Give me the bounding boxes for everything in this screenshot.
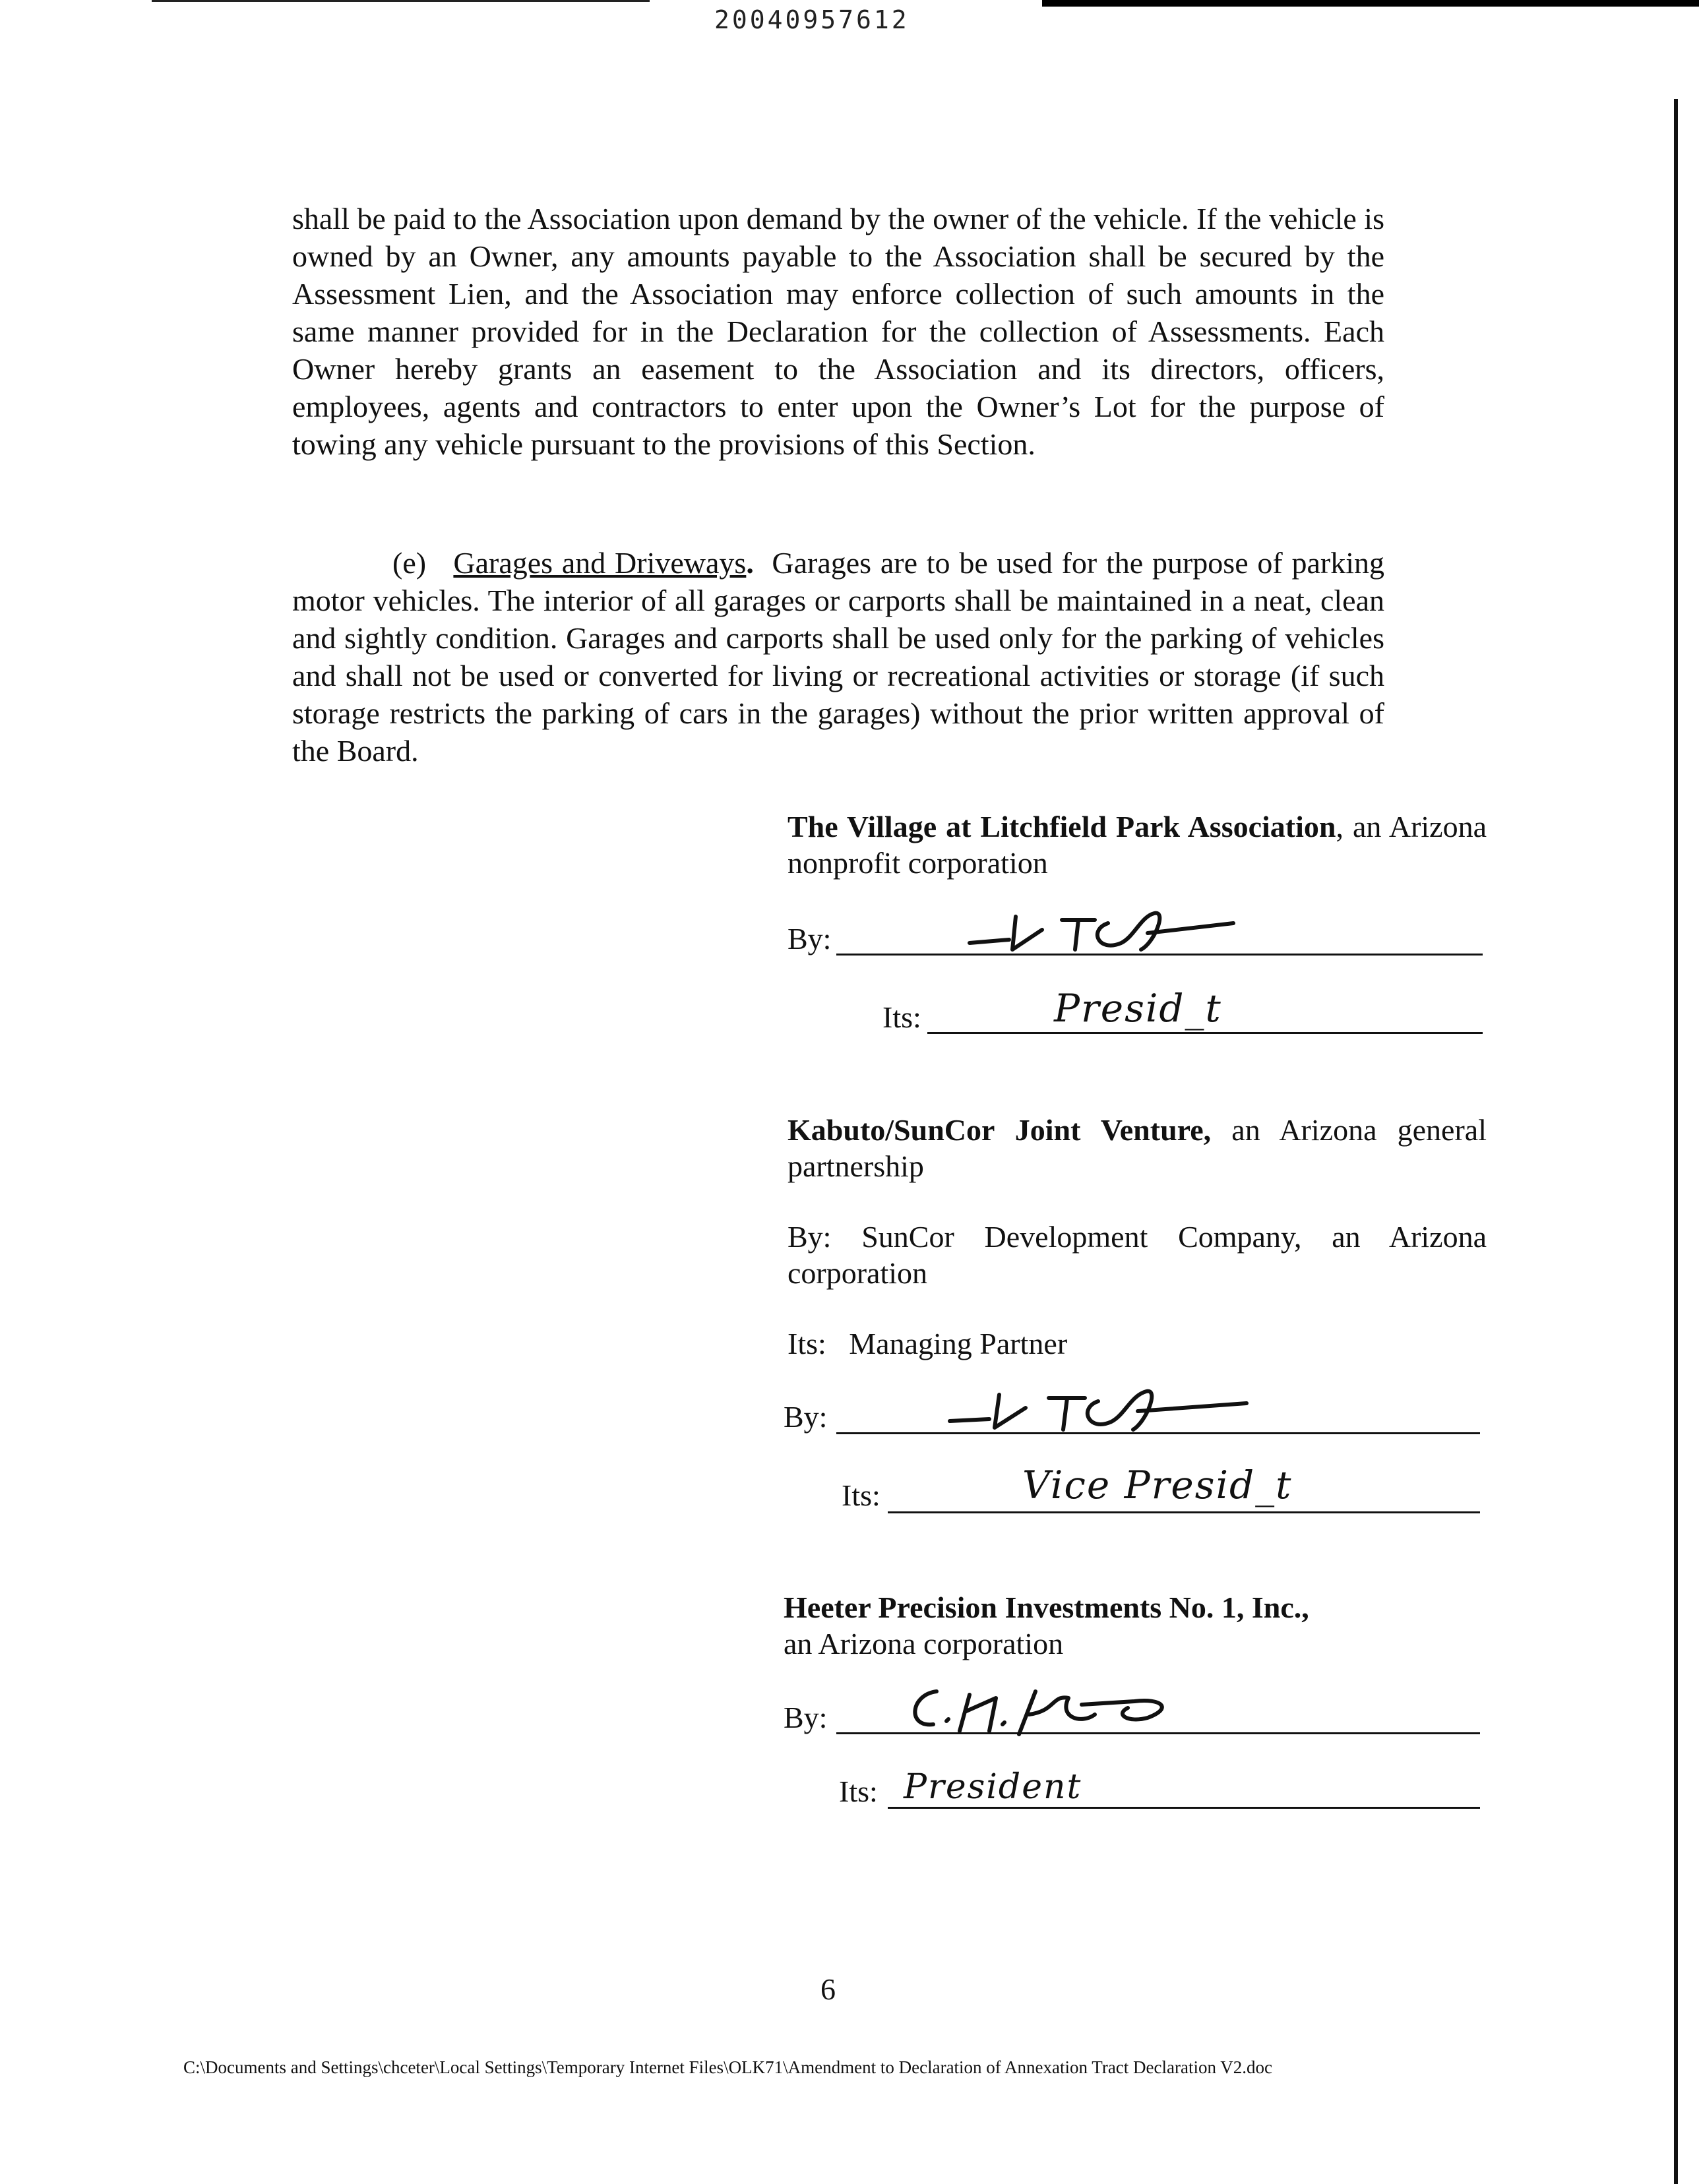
page-number: 6 <box>820 1972 836 2006</box>
village-entity-desc: , an Arizona nonprofit corporation <box>788 810 1487 880</box>
section-e-text: Garages are to be used for the purpose of parking motor vehicles. The interior of all garages or carports shall be maintained in a neat, clean and sightly condition. Garages and carports shall be used only for the parking of vehicles and shall not be used or converted for living or recreational activities or storage (if such storage restricts the parking of cars in the garages) without the prior written approval of the Board. <box>292 546 1384 768</box>
top-scan-line-left <box>152 0 650 2</box>
kabuto-signature <box>937 1378 1280 1444</box>
village-its-line <box>927 1032 1483 1034</box>
kabuto-its-label: Its: <box>842 1478 880 1512</box>
kabuto-entity-desc: an Arizona general partnership <box>788 1113 1487 1183</box>
village-entity <box>788 808 1487 881</box>
document-number: 20040957612 <box>714 5 910 34</box>
heeter-its-handwritten: President <box>904 1767 1082 1807</box>
signature-block-kabuto <box>788 1112 1487 1362</box>
heeter-entity-name-line <box>784 1589 1483 1625</box>
village-signature <box>956 903 1260 963</box>
kabuto-its-role-label: Its: <box>788 1327 826 1360</box>
kabuto-its-line <box>888 1511 1480 1513</box>
village-by-label: By: <box>788 922 832 956</box>
heeter-by-label: By: <box>784 1701 828 1734</box>
top-scan-line-right <box>1042 0 1699 7</box>
signature-block-heeter <box>784 1589 1483 1662</box>
kabuto-its-role-value: Managing Partner <box>849 1327 1068 1360</box>
kabuto-entity <box>788 1112 1487 1184</box>
village-its-label: Its: <box>882 1000 921 1034</box>
village-its-handwritten: Presid_t <box>1054 986 1222 1031</box>
kabuto-by-company: By: SunCor Development Company, an Arizona corporation <box>788 1220 1487 1290</box>
heeter-entity-desc: an Arizona corporation <box>784 1627 1064 1660</box>
continuation-paragraph: shall be paid to the Association upon demand by the owner of the vehicle. If the vehicle is owned by an Owner, any amounts payable to the Association shall be secured by the Assessment Lien, and the Association may enforce collection of such amounts in the same manner provided for in the Declaration for the collection of Assessments. Each Owner hereby grants an easement to the Association and its directors, officers, employees, agents and contractors to enter upon the Owner’s Lot for the purpose of towing any vehicle pursuant to the provisions of this Section. <box>292 202 1384 461</box>
heeter-its-label: Its: <box>839 1774 878 1808</box>
section-e-paragraph <box>292 544 1384 770</box>
heeter-entity-name: Heeter Precision Investments No. 1, Inc., <box>784 1591 1309 1624</box>
heeter-its-line <box>888 1807 1480 1809</box>
kabuto-by-label: By: <box>784 1400 828 1434</box>
kabuto-its-handwritten: Vice Presid_t <box>1022 1463 1293 1507</box>
kabuto-entity-name: Kabuto/SunCor Joint Venture, <box>788 1113 1212 1147</box>
kabuto-its-role <box>788 1325 1487 1362</box>
scan-edge-line <box>1674 99 1678 2184</box>
heeter-signature <box>897 1678 1200 1741</box>
signature-block-village <box>788 808 1487 881</box>
footer-file-path: C:\Documents and Settings\chceter\Local Settings\Temporary Internet Files\OLK71\Amendment to Declaration of Annexation Tract Declaration V2.doc <box>183 2057 1272 2077</box>
village-entity-name: The Village at Litchfield Park Association <box>788 810 1336 843</box>
section-e-label: (e) <box>392 546 427 580</box>
section-e-heading-period: . <box>746 546 754 580</box>
section-e-heading: Garages and Driveways <box>453 546 747 580</box>
